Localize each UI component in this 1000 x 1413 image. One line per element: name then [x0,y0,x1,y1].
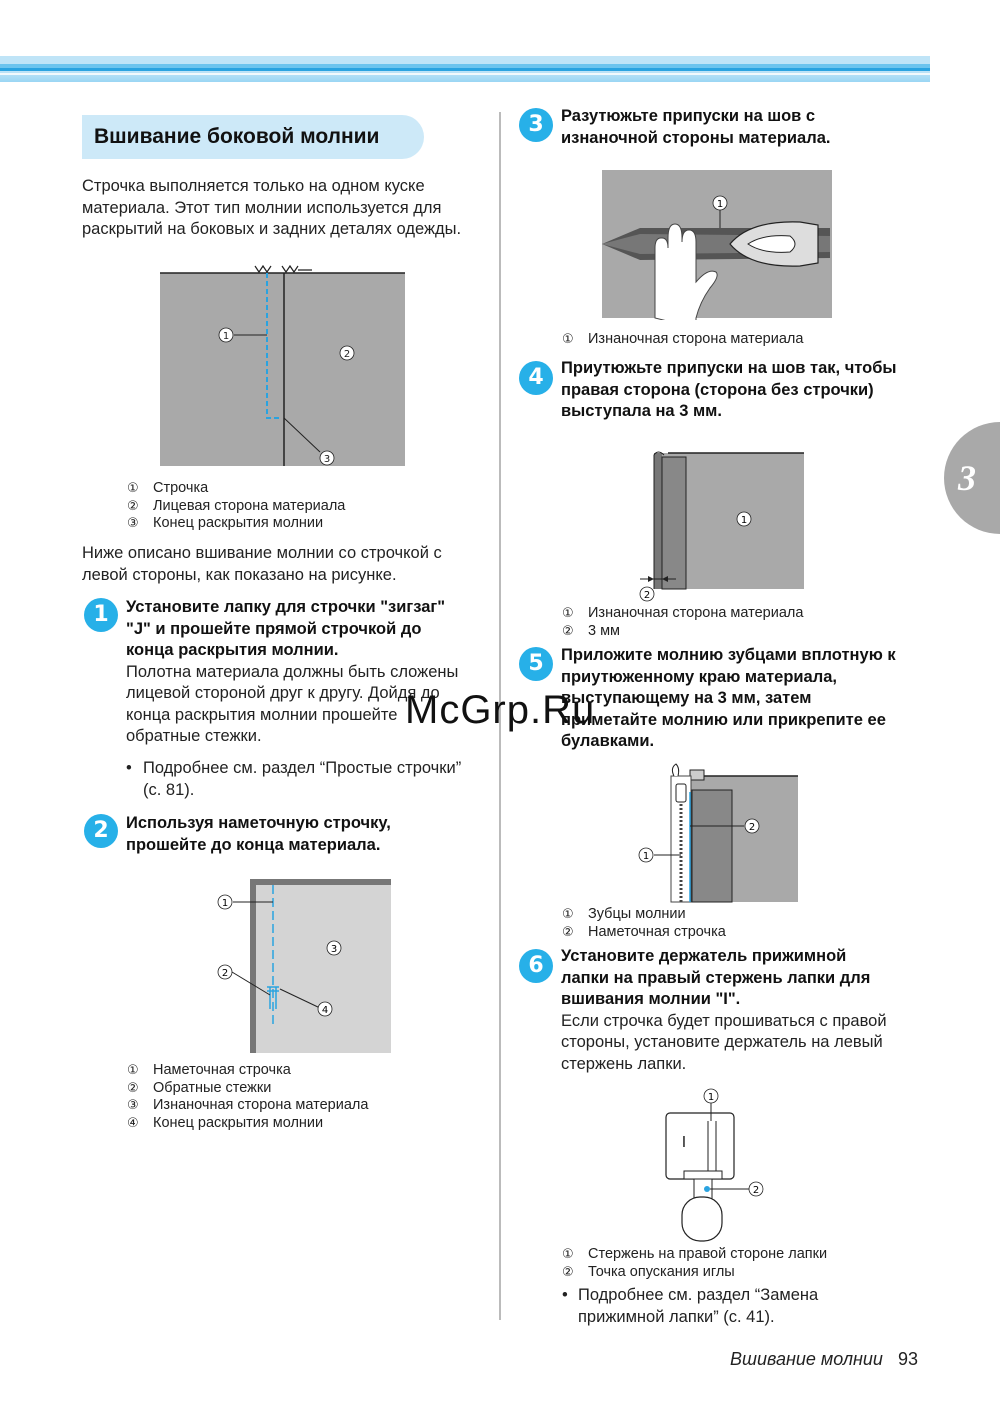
step-1-bullet: • Подробнее см. раздел “Простые строчки” (с. 81). [126,759,462,799]
step-2-icon: 2 [84,814,118,848]
step-6-bullet: • Подробнее см. раздел “Замена прижимной лапки” (с. 41). [562,1286,819,1326]
svg-text:2: 2 [643,590,651,601]
chapter-number: 3 [958,458,976,498]
svg-text:2: 2 [343,349,351,360]
step-6: Установите держатель прижимной лапки на правый стержень лапки для вшивания молнии "I". Если строчка будет прошиваться с правой стороны, установите держатель на левый стержень лапки. [561,947,887,1073]
svg-text:1: 1 [221,898,229,909]
figure-4-legend: ① Изнаночная сторона материала ② 3 мм [562,605,804,639]
figure-6-legend: ① Стержень на правой стороне лапки ② Точка опускания иглы [562,1246,828,1280]
step-3-icon: 3 [519,108,553,142]
svg-text:4: 4 [321,1005,329,1016]
step-3: Разутюжьте припуски на шов с изнаночной стороны материала. [561,107,831,147]
step-4: Приутюжьте припуски на шов так, чтобы правая сторона (сторона без строчки) выступала на 3 мм. [561,359,897,420]
step-5-icon: 5 [519,647,553,681]
step-1-icon: 1 [84,598,118,632]
watermark: McGrp.Ru [405,688,596,732]
figure-2-legend: ① Наметочная строчка ② Обратные стежки ③ Изнаночная сторона материала ④ Конец раскрытия молнии [127,1062,369,1131]
svg-text:2: 2 [752,1185,760,1196]
header-stripe [0,56,930,82]
svg-text:1: 1 [222,331,230,342]
page-footer [730,1349,918,1370]
figure-3-legend: ① Изнаночная сторона материала [562,331,804,347]
method-paragraph: Ниже описано вшивание молнии со строчкой с левой стороны, как показано на рисунке. [82,544,442,584]
step-6-icon: 6 [519,949,553,983]
svg-text:2: 2 [748,822,756,833]
svg-text:2: 2 [221,968,229,979]
figure-5-legend: ① Зубцы молнии ② Наметочная строчка [562,906,726,940]
figure-1-legend: ① Строчка ② Лицевая сторона материала ③ Конец раскрытия молнии [127,480,346,531]
figure-5-zipper [630,762,800,904]
step-2: Используя наметочную строчку, прошейте до конца материала. [126,814,391,854]
section-title: Вшивание боковой молнии [82,115,424,159]
figure-2-basting [210,875,395,1057]
svg-text:3: 3 [330,944,338,955]
figure-4-press [630,443,810,605]
step-5: Приложите молнию зубцами вплотную к приутюженному краю материала, выступающему на 3 мм, затем приметайте молнию или прикрепите ее булавками. [561,646,896,750]
svg-text:3: 3 [323,454,331,465]
figure-3-iron [600,168,835,320]
chapter-tab[interactable] [944,422,1000,534]
foot-label: I [681,1133,687,1151]
figure-6-presser-foot [660,1085,770,1245]
svg-text:1: 1 [642,851,650,862]
intro-paragraph: Строчка выполняется только на одном куске материала. Этот тип молнии используется для раскрытий на боковых и задних деталях одежды. [82,177,462,238]
footer-section: Вшивание молнии [730,1349,883,1369]
figure-1-side-seam [150,260,415,472]
svg-text:1: 1 [716,199,724,210]
svg-text:1: 1 [707,1092,715,1103]
page-number: 93 [897,1349,918,1369]
step-1: Установите лапку для строчки "зигзаг" "J" и прошейте прямой строчкой до конца раскрытия молнии. Полотна материала должны быть сложены лицевой стороной друг к другу. Дойдя до конца раскрытия молнии прошейте обратные стежки. [126,598,459,745]
svg-text:1: 1 [740,515,748,526]
step-4-icon: 4 [519,361,553,395]
